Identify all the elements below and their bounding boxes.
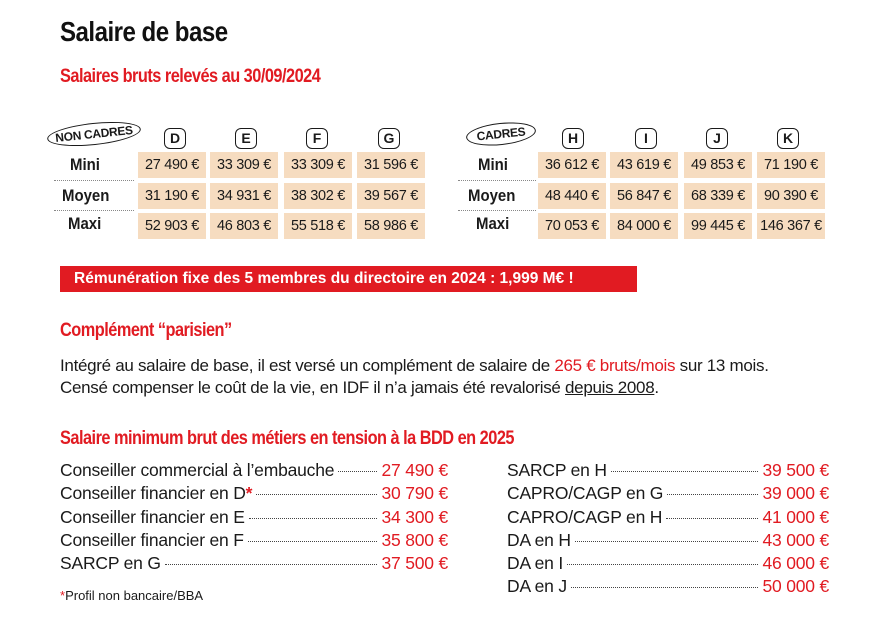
- table-cell: 46 803 €: [210, 213, 278, 239]
- item-label: Conseiller commercial à l’embauche: [60, 460, 335, 480]
- table-cell: 31 190 €: [138, 183, 206, 209]
- list-item: [507, 553, 829, 574]
- table-cell: 33 309 €: [210, 152, 278, 178]
- dot-leader: [575, 541, 759, 542]
- table-cell: 33 309 €: [284, 152, 352, 178]
- list-item: [507, 483, 829, 504]
- item-label: CAPRO/CAGP en H: [507, 507, 663, 527]
- list-item: [507, 576, 829, 597]
- dot-leader: [567, 564, 758, 565]
- dot-leader: [611, 471, 759, 472]
- item-value: 30 790 €: [381, 483, 448, 503]
- dot-leader: [165, 564, 378, 565]
- text: Censé compenser le coût de la vie, en IDF il n’a jamais été revalorisé: [60, 378, 566, 397]
- table-cell: 56 847 €: [610, 183, 678, 209]
- item-value: 35 800 €: [381, 530, 448, 550]
- complement-heading: Complément “parisien”: [60, 320, 232, 341]
- row-label-mini: Mini: [70, 155, 100, 174]
- footnote-text: Profil non bancaire/BBA: [65, 588, 204, 603]
- table-cell: 48 440 €: [538, 183, 606, 209]
- item-label: DA en H: [507, 530, 571, 550]
- item-label: CAPRO/CAGP en G: [507, 483, 664, 503]
- cadres-tag: CADRES: [465, 119, 537, 148]
- column-header-f: F: [306, 128, 328, 149]
- table-cell: 49 853 €: [684, 152, 752, 178]
- item-label: DA en J: [507, 576, 567, 596]
- table-cell: 58 986 €: [357, 213, 425, 239]
- dot-leader: [666, 518, 758, 519]
- item-label: Conseiller financier en D: [60, 483, 246, 503]
- text: Intégré au salaire de base, il est versé un complément de salaire de: [60, 356, 555, 375]
- text: sur 13 mois.: [675, 356, 769, 375]
- item-value: 46 000 €: [762, 553, 829, 573]
- tension-heading: Salaire minimum brut des métiers en tension à la BDD en 2025: [60, 428, 514, 449]
- dot-leader: [338, 471, 377, 472]
- table-cell: 68 339 €: [684, 183, 752, 209]
- table-cell: 52 903 €: [138, 213, 206, 239]
- list-item: [507, 530, 829, 551]
- row-divider: [54, 180, 134, 181]
- row-label-moyen: Moyen: [468, 186, 516, 205]
- column-header-g: G: [378, 128, 400, 149]
- item-value: 43 000 €: [762, 530, 829, 550]
- table-cell: 90 390 €: [757, 183, 825, 209]
- item-value: 27 490 €: [381, 460, 448, 480]
- table-cell: 71 190 €: [757, 152, 825, 178]
- section-subtitle: Salaires bruts relevés au 30/09/2024: [60, 66, 321, 87]
- row-label-moyen: Moyen: [62, 186, 110, 205]
- column-header-e: E: [235, 128, 257, 149]
- column-header-i: I: [635, 128, 657, 149]
- row-label-maxi: Maxi: [476, 214, 510, 233]
- asterisk: *: [245, 483, 253, 503]
- footnote: [60, 588, 203, 603]
- directoire-banner: Rémunération fixe des 5 membres du directoire en 2024 : 1,999 M€ !: [60, 266, 637, 292]
- list-item: [60, 507, 448, 528]
- table-cell: 38 302 €: [284, 183, 352, 209]
- complement-line-2: [60, 378, 659, 398]
- column-header-j: J: [706, 128, 728, 149]
- list-item: [507, 460, 829, 481]
- complement-line-1: [60, 356, 769, 376]
- table-cell: 34 931 €: [210, 183, 278, 209]
- dot-leader: [248, 541, 378, 542]
- table-cell: 39 567 €: [357, 183, 425, 209]
- row-label-mini: Mini: [478, 155, 508, 174]
- item-label: SARCP en G: [60, 553, 161, 573]
- text: .: [654, 378, 659, 397]
- item-value: 41 000 €: [762, 507, 829, 527]
- table-cell: 99 445 €: [684, 213, 752, 239]
- list-item: [60, 553, 448, 574]
- table-cell: 43 619 €: [610, 152, 678, 178]
- item-label: SARCP en H: [507, 460, 607, 480]
- list-item: [60, 483, 448, 504]
- column-header-h: H: [562, 128, 584, 149]
- page-title: Salaire de base: [60, 16, 228, 47]
- table-cell: 84 000 €: [610, 213, 678, 239]
- column-header-k: K: [777, 128, 799, 149]
- list-item: [507, 507, 829, 528]
- item-label: DA en I: [507, 553, 563, 573]
- item-value: 37 500 €: [381, 553, 448, 573]
- table-cell: 27 490 €: [138, 152, 206, 178]
- highlight-amount: 265 € bruts/mois: [554, 356, 676, 375]
- dot-leader: [256, 494, 377, 495]
- column-header-d: D: [164, 128, 186, 149]
- table-cell: 70 053 €: [538, 213, 606, 239]
- non-cadres-tag: NON CADRES: [46, 118, 142, 150]
- item-value: 39 500 €: [762, 460, 829, 480]
- table-cell: 55 518 €: [284, 213, 352, 239]
- footnote-asterisk: *: [60, 588, 66, 603]
- row-divider: [458, 180, 536, 181]
- item-value: 34 300 €: [381, 507, 448, 527]
- row-divider: [54, 210, 134, 211]
- dot-leader: [249, 518, 378, 519]
- table-cell: 31 596 €: [357, 152, 425, 178]
- item-label: Conseiller financier en F: [60, 530, 244, 550]
- table-cell: 36 612 €: [538, 152, 606, 178]
- table-cell: 146 367 €: [757, 213, 825, 239]
- list-item: [60, 460, 448, 481]
- dot-leader: [571, 587, 759, 588]
- row-divider: [458, 210, 536, 211]
- row-label-maxi: Maxi: [68, 214, 102, 233]
- item-value: 50 000 €: [762, 576, 829, 596]
- item-value: 39 000 €: [762, 483, 829, 503]
- dot-leader: [667, 494, 758, 495]
- underlined-date: depuis 2008: [565, 378, 655, 397]
- list-item: [60, 530, 448, 551]
- item-label: Conseiller financier en E: [60, 507, 245, 527]
